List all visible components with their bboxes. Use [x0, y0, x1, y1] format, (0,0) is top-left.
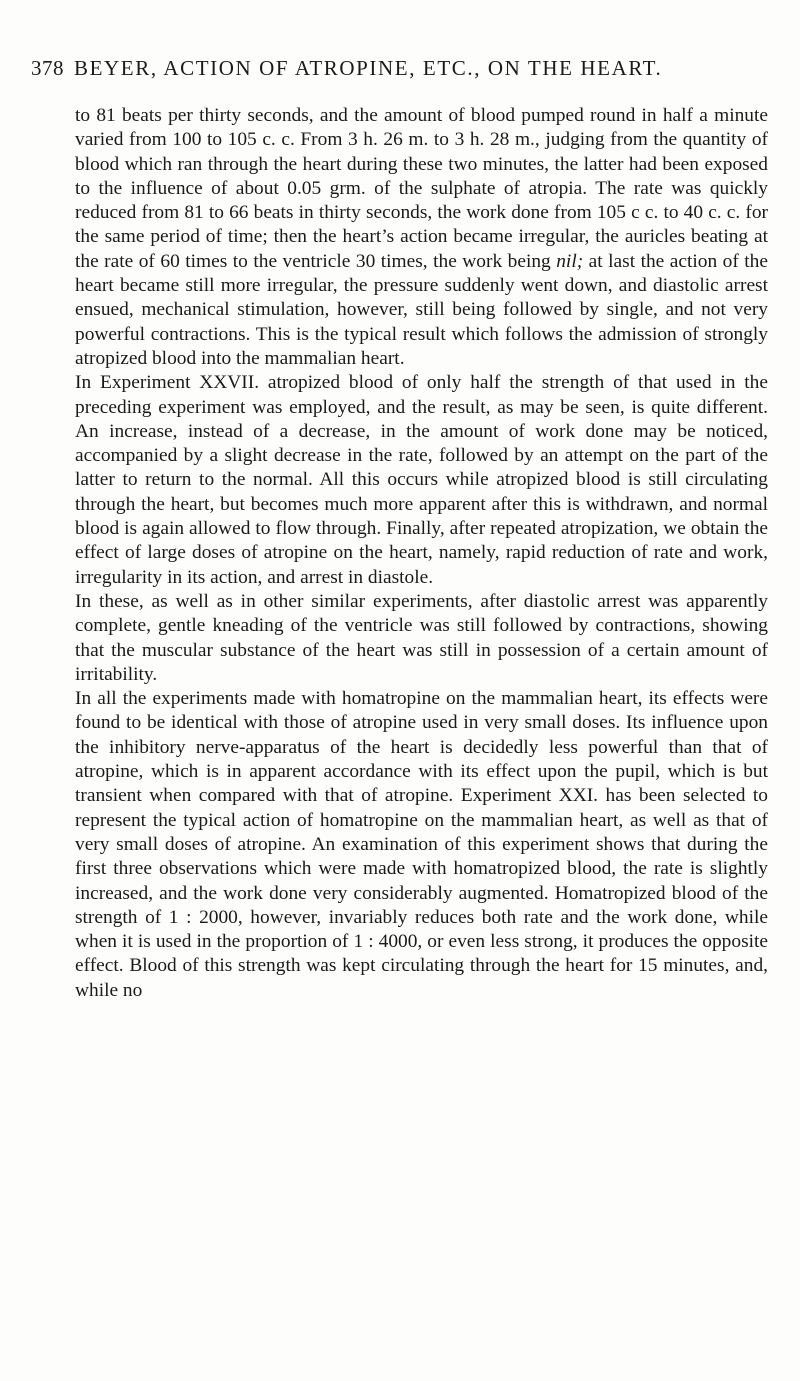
page-number: 378: [31, 56, 64, 80]
paragraph-1-text-b: at last the action of the heart became still more irregular, the pressure suddenly went down, and diastolic arrest ensued, mechanical stimulation, however, still being followed by single, and not very powerful contractions. This is the typical result which follows the admission of strongly atropized blood into the mammalian heart.: [75, 250, 768, 369]
running-title: BEYER, ACTION OF ATROPINE, ETC., ON THE HEART.: [74, 56, 663, 80]
paragraph-1-text-a: to 81 beats per thirty seconds, and the amount of blood pumped round in half a minute varied from 100 to 105 c. c. From 3 h. 26 m. to 3 h. 28 m., judging from the quantity of blood which ran through the heart during these two minutes, the latter had been exposed to the influence of about 0.05 grm. of the sulphate of atropia. The rate was quickly reduced from 81 to 66 beats in thirty seconds, the work done from 105 c c. to 40 c. c. for the same period of time; then the heart’s action became irregular, the auricles beating at the rate of 60 times to the ventricle 30 times, the work being: [75, 105, 768, 272]
paragraph-4: In all the experiments made with homatropine on the mammalian heart, its effects were found to be identical with those of atropine used in very small doses. Its influence upon the inhibitory nerve-apparatus of the heart is decidedly less powerful than that of atropine, which is in apparent accordance with its effect upon the pupil, which is but transient when compared with that of atropine. Experiment XXI. has been selected to represent the typical action of homatropine on the mammalian heart, as well as that of very small doses of atropine. An examination of this experiment shows that during the first three observations which were made with homatropized blood, the rate is slightly increased, and the work done very considerably augmented. Homatropized blood of the strength of 1 : 2000, however, invariably reduces both rate and the work done, while when it is used in the proportion of 1 : 4000, or even less strong, it produces the opposite effect. Blood of this strength was kept circulating through the heart for 15 minutes, and, while no: [75, 688, 768, 1001]
running-head: [31, 56, 771, 92]
paragraph-1-italic: nil;: [556, 250, 584, 272]
paragraph-1: [75, 104, 768, 371]
body-text: [75, 104, 768, 1003]
paragraph-2: In Experiment XXVII. atropized blood of only half the strength of that used in the preceding experiment was employed, and the result, as may be seen, is quite different. An increase, instead of a decrease, in the amount of work done may be noticed, accompanied by a slight decrease in the rate, followed by an attempt on the part of the latter to return to the normal. All this occurs while atropized blood is still circulating through the heart, but becomes much more apparent after this is withdrawn, and normal blood is again allowed to flow through. Finally, after repeated atropization, we obtain the effect of large doses of atropine on the heart, namely, rapid reduction of rate and work, irregularity in its action, and arrest in diastole.: [75, 372, 768, 588]
paragraph-3: In these, as well as in other similar experiments, after diastolic arrest was apparently complete, gentle kneading of the ventricle was still followed by contractions, showing that the muscular substance of the heart was still in possession of a certain amount of irritability.: [75, 590, 768, 685]
